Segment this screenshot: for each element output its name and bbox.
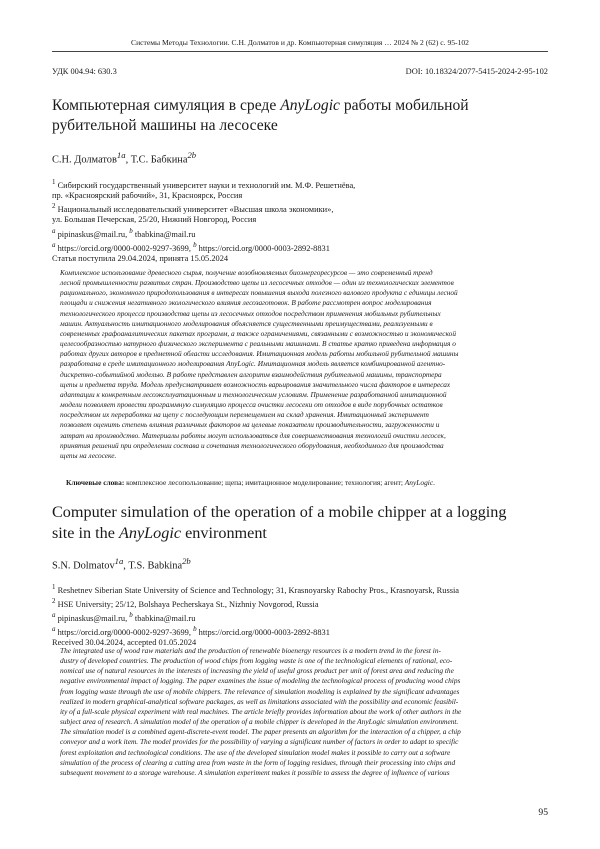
en-abstract-line: nomical use of natural resources in the interests of increasing the yield of useful gross product per unit of forest area and reducing the xyxy=(60,666,454,676)
en-aff-text: HSE University; 25/12, Bolshaya Pecherskaya St., Nizhniy Novgorod, Russia xyxy=(55,599,319,609)
ru-abstract-line: современных графоаналитических пакетах программ, а также ограничениями, связанными с возможностью и экономической xyxy=(60,328,456,338)
en-author-2: T.S. Babkina xyxy=(128,560,183,572)
en-abstract-line: subsequent movement to a storage warehouse. A simulation experiment makes it possible to assess the degree of influence of various xyxy=(60,767,450,777)
en-abstract-line: The integrated use of wood raw materials and the production of renewable bioenergy resources is a modern trend in the forest in- xyxy=(60,646,441,655)
ru-aff-text: ул. Большая Печерская, 25/20, Нижний Новгород, Россия xyxy=(52,215,257,225)
ru-authors xyxy=(52,150,548,165)
ru-aff-text: Сибирский государственный университет науки и технологий им. М.Ф. Решетнёва, xyxy=(55,180,356,190)
ru-abstract-line: рационального, экономного природопользования в интересах повышения выхода полезного валового продукта с единицы лесной xyxy=(60,288,458,298)
en-author-2-sup: 2b xyxy=(182,556,191,566)
ru-abstract-line: площади и снижения негативного экологического влияния лесозаготовок. В работе рассмотрен вопрос моделирования xyxy=(60,298,432,308)
ru-abstract-line: лесной промышленности развитых стран. Производство щепы из лесосечных отходов — один из технологических элементов xyxy=(60,278,454,288)
en-email-a[interactable]: pipinaskus@mail.ru, xyxy=(55,613,130,623)
ru-abstract-line: принятия решений при определении состава и сочетания технологического оборудования, необходимого для производства xyxy=(60,440,444,450)
en-abstract-line: ity of a full-scale physical experiment with real machines. The article briefly provides information about the work of other authors in the xyxy=(60,706,462,716)
en-title xyxy=(52,502,548,544)
ru-abstract-line: модели позволяет провести программную симуляцию процесса очистки лесосеки от отходов в виде порубочных остатков xyxy=(60,400,443,410)
ru-keywords-end: . xyxy=(433,478,435,487)
ru-keywords-text: комплексное лесопользование; щепа; имитационное моделирование; технология; агент; xyxy=(124,478,405,487)
en-email-line xyxy=(52,610,548,624)
ru-aff-line xyxy=(52,191,548,201)
en-email-sup: a xyxy=(52,611,56,620)
en-title-text-end: environment xyxy=(181,524,267,542)
en-email-sup: b xyxy=(129,611,133,620)
ru-aff-sup: 2 xyxy=(52,202,56,211)
en-author-1-sup: 1a xyxy=(114,556,124,566)
ru-author-2-sup: 2b xyxy=(187,150,197,160)
ru-author-2: Т.С. Бабкина xyxy=(130,154,188,166)
ru-email-sup: b xyxy=(129,226,133,235)
ru-abstract-line: щепы на лесосеке. xyxy=(60,450,117,460)
ru-abstract-line: технологического процесса производства щепы из лесосечных отходов посредством применения мобильных рубительных xyxy=(60,308,441,318)
en-abstract-line: negative environmental impact of logging. The paper examines the issue of modeling the technological process of producing wood chips xyxy=(60,676,461,686)
ru-abstract xyxy=(60,268,538,461)
en-abstract-line: simulation of the process of clearing a cutting area from waste in the form of logging residues, through their processing into chips and xyxy=(60,757,456,767)
en-abstract-line: forest exploitation and technological conditions. The use of the developed simulation model makes it possible to carry out a software xyxy=(60,747,451,757)
ru-title-text: Компьютерная симуляция в среде xyxy=(52,97,281,114)
ru-abstract-line: дискретно-событийной моделью. В работе представлен алгоритм взаимодействия рубительной машины, транспортера xyxy=(60,369,442,379)
en-abstract-line: from logging waste through the use of mobile chippers. The relevance of simulation modeling is explained by the significant advantages xyxy=(60,686,460,696)
en-aff-sup: 2 xyxy=(52,597,56,606)
en-orcid-line xyxy=(52,624,548,638)
ru-abstract-line: разработана в среде имитационного моделирования AnyLogic. Имитационная модель является комбинированной агентно- xyxy=(60,359,446,369)
en-abstract-line: conveyor and a work item. The model provides for the possibility of varying a significant number of factors in order to adapt to specific xyxy=(60,737,459,747)
ru-keywords-label: Ключевые слова: xyxy=(66,478,125,487)
en-title-line1: Computer simulation of the operation of a mobile chipper at a logging xyxy=(52,503,507,521)
ru-aff-line xyxy=(52,177,548,191)
en-orcid-a[interactable]: https://orcid.org/0000-0002-9297-3699, xyxy=(55,628,194,638)
en-email-b[interactable]: tbabkina@mail.ru xyxy=(132,613,196,623)
ru-abstract-line: машин. Актуальность имитационного моделирования объясняется существенными преимуществами, реализуемыми в xyxy=(60,318,433,328)
ru-keywords xyxy=(66,478,540,487)
udk-code: УДК 004.94: 630.3 xyxy=(52,67,117,76)
ru-dates xyxy=(52,254,548,264)
en-authors xyxy=(52,556,548,571)
ru-dates-text: Статья поступила 29.04.2024, принята 15.05.2024 xyxy=(52,253,229,263)
en-dates-text: Received 30.04.2024, accepted 01.05.2024 xyxy=(52,638,197,648)
ru-orcid-sup: a xyxy=(52,240,56,249)
en-aff-sup: 1 xyxy=(52,583,56,591)
en-abstract-line: The simulation model is a combined agent-discrete-event model. The paper presents an algorithm for the interaction of a chipper, a chip xyxy=(60,727,461,737)
ru-email-b[interactable]: tbabkina@mail.ru xyxy=(132,229,196,239)
en-affiliations xyxy=(52,582,548,649)
header-rule xyxy=(52,51,548,52)
ru-abstract-line: адаптации к конкретным лесоэксплуатационным и технологическим условиям. Применение разработанной имитационной xyxy=(60,389,447,399)
ru-title-text-end: работы мобильной рубительной машины на лесосеке xyxy=(52,97,469,134)
en-abstract-line: dustry of developed countries. The production of wood chips from logging waste is one of the technological elements of rational, eco- xyxy=(60,656,453,666)
ru-title-italic: AnyLogic xyxy=(280,97,340,114)
ru-orcid-sup: b xyxy=(193,240,197,249)
running-header: Системы Методы Технологии. С.Н. Долматов и др. Компьютерная симуляция … 2024 № 2 (62) с. 95-102 xyxy=(131,38,469,47)
ru-email-sup: a xyxy=(52,226,56,235)
en-title-line2 xyxy=(52,523,548,544)
ru-author-1: С.Н. Долматов xyxy=(52,154,117,166)
ru-aff-line xyxy=(52,215,548,225)
doi-link[interactable]: DOI: 10.18324/2077-5415-2024-2-95-102 xyxy=(405,67,548,76)
en-orcid-sup: a xyxy=(52,625,56,634)
ru-aff-line xyxy=(52,201,548,215)
ru-orcid-a[interactable]: https://orcid.org/0000-0002-9297-3699, xyxy=(55,243,194,253)
ru-keywords-italic: AnyLogic xyxy=(404,478,434,487)
en-title-italic: AnyLogic xyxy=(119,524,182,542)
ru-orcid-b[interactable]: https://orcid.org/0000-0003-2892-8831 xyxy=(196,243,330,253)
page-number: 95 xyxy=(538,807,548,818)
en-author-separator: , xyxy=(123,560,129,572)
ru-aff-text: пр. «Красноярский рабочий», 31, Красноярск, Россия xyxy=(52,191,243,201)
ru-abstract-line: позволяет оценить степень влияния различных факторов на целевые показатели производительности, загруженности и xyxy=(60,420,440,430)
en-aff-text: Reshetnev Siberian State University of Science and Technology; 31, Krasnoyarsky Rabochy Pros., Krasnoyarsk, Russia xyxy=(55,585,460,595)
en-abstract-line: subject area of research. A simulation model of the operation of a mobile chipper is developed in the AnyLogic simulation environment. xyxy=(60,717,459,727)
ru-abstract-line: посредством их переработки на щепу с последующим перемещением на склад хранения. Имитационный эксперимент xyxy=(60,410,429,420)
ru-affiliations xyxy=(52,177,548,264)
en-aff-line xyxy=(52,596,548,610)
ru-abstract-line: затрат на производство. Материалы работы могут использоваться для совершенствования технологий очистки лесосек, xyxy=(60,430,446,440)
en-author-1: S.N. Dolmatov xyxy=(52,560,115,572)
ru-email-a[interactable]: pipinaskus@mail.ru, xyxy=(55,229,130,239)
ru-author-1-sup: 1a xyxy=(116,150,126,160)
ru-title xyxy=(52,96,548,136)
en-orcid-sup: b xyxy=(193,625,197,634)
ru-abstract-line: целесообразностью натурного физического эксперимента с реальными машинами. В статье кратко приведена информация о xyxy=(60,339,456,349)
ru-abstract-line: Комплексное использование древесного сырья, получение возобновляемых биоэнергоресурсов — это современный тренд xyxy=(60,268,433,277)
ru-aff-text: Национальный исследовательский университет «Высшая школа экономики», xyxy=(55,205,334,215)
ru-email-line xyxy=(52,226,548,240)
en-title-text: site in the xyxy=(52,524,119,542)
ru-author-separator: , xyxy=(125,154,131,166)
ru-aff-sup: 1 xyxy=(52,178,56,186)
en-abstract xyxy=(60,646,538,778)
en-aff-line xyxy=(52,582,548,596)
en-abstract-line: realized in modern graphical-analytical software packages, as well as limitations associated with the possibility and economic feasibil- xyxy=(60,696,459,706)
en-orcid-b[interactable]: https://orcid.org/0000-0003-2892-8831 xyxy=(196,628,330,638)
ru-abstract-line: работах других авторов в предметной области исследования. Имитационная модель работы мобильной рубительной машины xyxy=(60,349,459,359)
ru-orcid-line xyxy=(52,240,548,254)
ru-abstract-line: щепы и предмета труда. Модель предусматривает возможность варьирования значительного числа факторов в интересах xyxy=(60,379,451,389)
